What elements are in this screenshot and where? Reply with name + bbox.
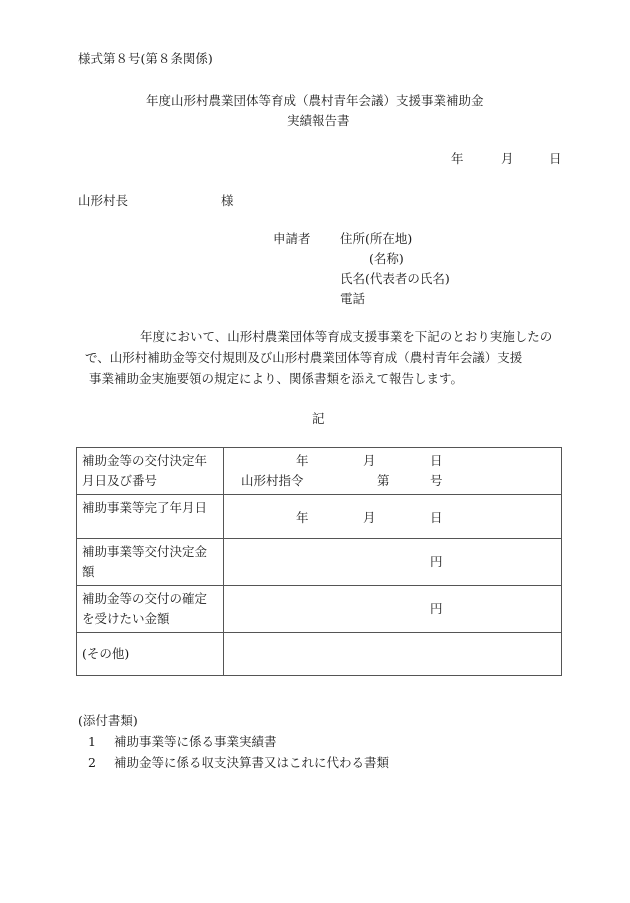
document-title-line2: 実績報告書: [287, 113, 350, 128]
row3-yen: 円: [430, 554, 443, 569]
row1-year: 年: [296, 453, 309, 468]
row4-yen: 円: [430, 601, 443, 616]
addressee-honorific: 様: [221, 193, 234, 208]
table-row: [77, 586, 562, 633]
applicant-name: 氏名(代表者の氏名): [340, 271, 450, 286]
table-row: [77, 633, 562, 676]
row4-label: 補助金等の交付の確定を受けたい金額: [77, 586, 224, 633]
row2-year: 年: [296, 510, 309, 525]
row1-day: 日: [430, 453, 443, 468]
addressee-name: 山形村長: [78, 193, 129, 208]
applicant-label: 申請者: [273, 231, 311, 246]
row1-dai: 第: [377, 473, 390, 488]
table-row: [77, 495, 562, 539]
row3-label: 補助事業等交付決定金額: [77, 539, 224, 586]
date-month: 月: [501, 151, 514, 166]
row5-value: [224, 633, 562, 676]
table-row: [77, 448, 562, 495]
applicant-address: 住所(所在地): [340, 231, 413, 246]
attachment-num: 1: [88, 734, 96, 749]
date-year: 年: [451, 151, 464, 166]
date-day: 日: [549, 151, 562, 166]
form-number: 様式第８号(第８条関係): [78, 51, 213, 66]
list-item: [88, 732, 276, 750]
body-line-2: で、山形村補助金等交付規則及び山形村農業団体等育成（農村青年会議）支援: [85, 350, 523, 365]
attachment-num: 2: [88, 755, 96, 770]
row3-value: [224, 539, 562, 586]
row2-label: 補助事業等完了年月日: [77, 495, 224, 539]
row5-label: (その他): [77, 633, 224, 676]
list-item: [88, 753, 389, 771]
body-line-1: 年度において、山形村農業団体等育成支援事業を下記のとおり実施したの: [140, 329, 553, 344]
row4-value: [224, 586, 562, 633]
attachment-text: 補助事業等に係る事業実績書: [113, 734, 277, 749]
row1-month: 月: [363, 453, 376, 468]
row2-month: 月: [363, 510, 376, 525]
row2-value: [224, 495, 562, 539]
row1-go: 号: [430, 473, 443, 488]
row1-directive: 山形村指令: [241, 473, 304, 488]
table-row: [77, 539, 562, 586]
applicant-org-name: (名称): [369, 251, 404, 266]
attachment-text: 補助金等に係る収支決算書又はこれに代わる書類: [113, 755, 389, 770]
ki-heading: 記: [312, 411, 325, 426]
row1-value: [224, 448, 562, 495]
report-table: [76, 447, 562, 676]
attachments-heading: (添付書類): [78, 713, 138, 728]
body-line-3: 事業補助金実施要領の規定により、関係書類を添えて報告します。: [89, 371, 464, 386]
row1-label: 補助金等の交付決定年月日及び番号: [77, 448, 224, 495]
row2-day: 日: [430, 510, 443, 525]
document-title-line1: 年度山形村農業団体等育成（農村青年会議）支援事業補助金: [146, 93, 484, 108]
applicant-phone: 電話: [340, 291, 366, 306]
